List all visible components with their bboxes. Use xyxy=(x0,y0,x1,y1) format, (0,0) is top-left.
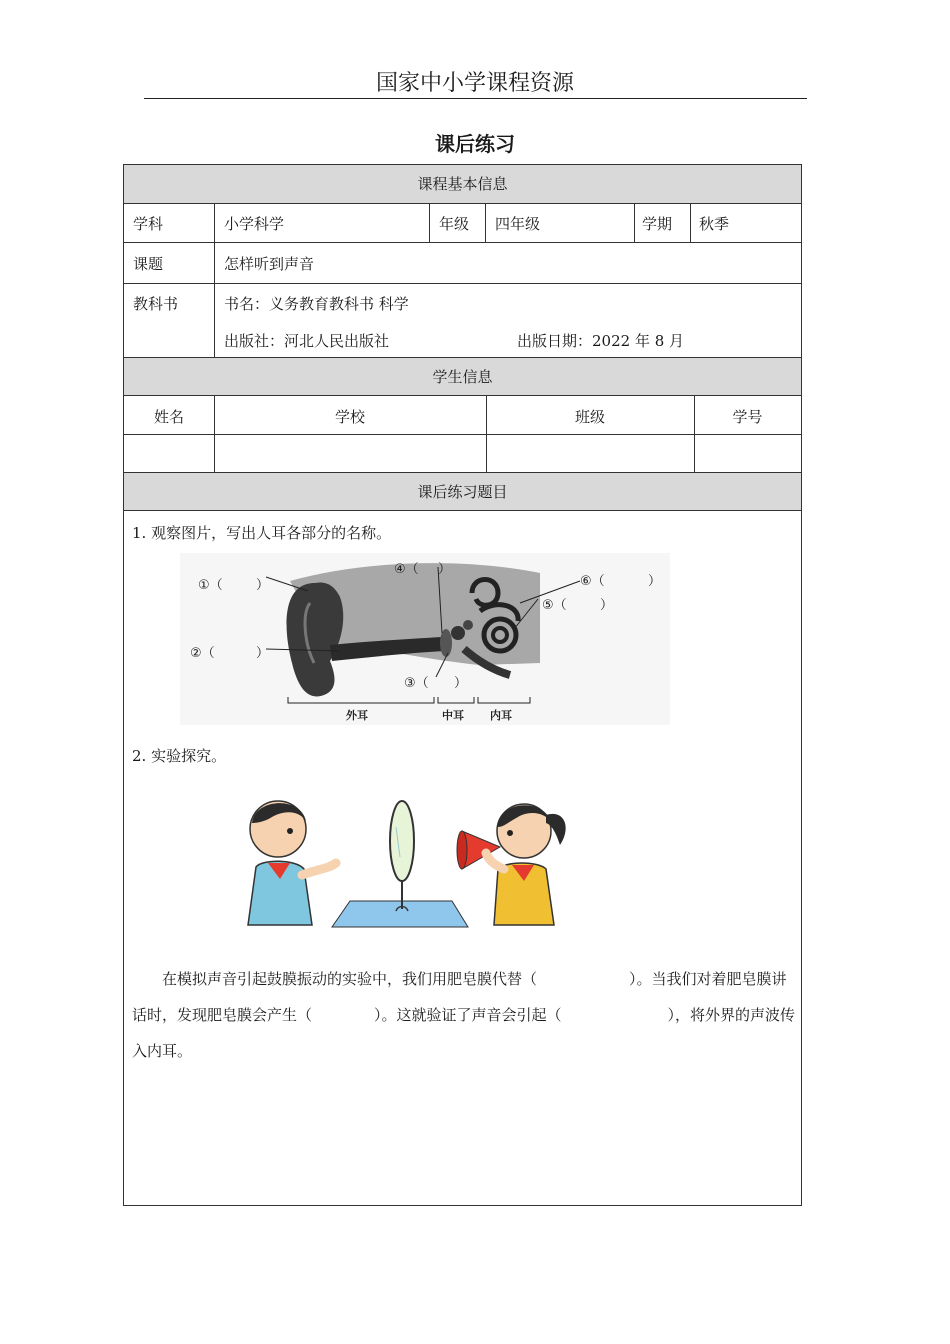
term-value: 秋季 xyxy=(699,215,730,233)
worksheet-table xyxy=(123,164,802,1206)
row-divider xyxy=(124,283,801,284)
experiment-illustration xyxy=(242,787,588,929)
region-inner: 内耳 xyxy=(490,709,512,722)
col-name: 姓名 xyxy=(153,408,184,426)
ear-label-4: ④（ xyxy=(394,562,419,577)
fill-in-paragraph xyxy=(132,961,796,1069)
para-part-4: ），将外界的声波传入内耳。 xyxy=(132,1006,796,1060)
course-info-band: 课程基本信息 xyxy=(124,165,801,204)
region-outer: 外耳 xyxy=(346,709,368,722)
grade-label: 年级 xyxy=(439,215,470,233)
name-field[interactable] xyxy=(124,434,214,472)
school-field[interactable] xyxy=(215,434,486,472)
ear-label-1: ①（ xyxy=(198,578,223,593)
region-middle: 中耳 xyxy=(442,709,464,722)
student-id-field[interactable] xyxy=(695,434,801,472)
term-label: 学期 xyxy=(642,215,673,233)
document-title: 课后练习 xyxy=(435,132,515,156)
ear-label-2-close: ） xyxy=(256,646,270,661)
col-id: 学号 xyxy=(732,408,763,426)
header-divider xyxy=(144,98,807,99)
question-2: 2. 实验探究。 xyxy=(132,747,227,765)
row-divider xyxy=(124,242,801,243)
grade-value: 四年级 xyxy=(495,215,541,233)
col-divider xyxy=(690,204,691,242)
topic-value: 怎样听到声音 xyxy=(224,255,315,273)
col-divider xyxy=(429,204,430,242)
subject-value: 小学科学 xyxy=(224,215,285,233)
question-1: 1. 观察图片，写出人耳各部分的名称。 xyxy=(132,524,392,542)
textbook-label: 教科书 xyxy=(133,295,179,313)
ear-label-1-close: ） xyxy=(256,578,270,593)
ear-label-3-close: ） xyxy=(454,676,468,691)
topic-label: 课题 xyxy=(133,255,164,273)
student-info-band: 学生信息 xyxy=(124,357,801,396)
publish-date: 出版日期：2022 年 8 月 xyxy=(517,332,685,350)
ear-label-3: ③（ xyxy=(404,676,429,691)
site-title: 国家中小学课程资源 xyxy=(375,71,574,96)
ear-label-5: ⑤（ xyxy=(542,598,567,613)
para-part-2: ）。当我们对着肥皂膜讲话时，发现肥皂膜会产生（ xyxy=(132,970,787,1024)
col-divider xyxy=(214,204,215,357)
para-part-3: ）。这就验证了声音会引起（ xyxy=(374,1006,562,1024)
exercise-band: 课后练习题目 xyxy=(124,472,801,511)
ear-label-2: ②（ xyxy=(190,646,215,661)
para-part-1: 在模拟声音引起鼓膜振动的实验中，我们用肥皂膜代替（ xyxy=(162,970,538,988)
ear-label-4-close: ） xyxy=(438,562,452,577)
class-field[interactable] xyxy=(487,434,694,472)
ear-label-6: ⑥（ xyxy=(580,574,605,589)
publisher: 出版社：河北人民出版社 xyxy=(224,332,390,350)
col-divider xyxy=(634,204,635,242)
ear-diagram xyxy=(180,553,670,725)
ear-label-6-close: ） xyxy=(648,574,662,589)
subject-label: 学科 xyxy=(133,215,164,233)
col-divider xyxy=(485,204,486,242)
book-name: 书名：义务教育教科书 科学 xyxy=(224,295,409,313)
col-school: 学校 xyxy=(334,408,365,426)
ear-label-5-close: ） xyxy=(600,598,614,613)
col-class: 班级 xyxy=(574,408,605,426)
